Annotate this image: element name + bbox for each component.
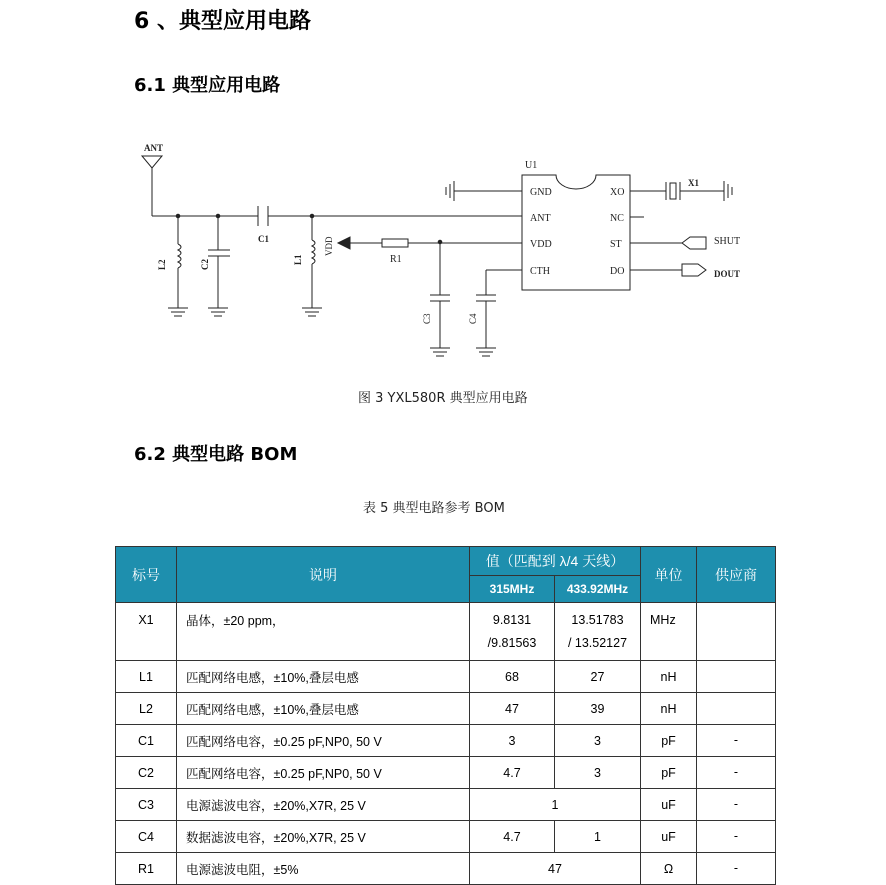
ref-cell: C4 [116, 821, 177, 853]
pin-cth-label: CTH [530, 266, 550, 277]
c4-capacitor [476, 270, 522, 356]
c1-capacitor [258, 206, 268, 226]
ant-label: ANT [144, 143, 164, 153]
value-both-cell: 47 [470, 853, 641, 885]
section-6-1-title: 6.1 典型应用电路 [134, 75, 281, 96]
desc-cell: 电源滤波电阻，±5% [177, 853, 470, 885]
circuit-schematic [120, 128, 760, 373]
c2-label: C2 [200, 259, 210, 270]
desc-cell: 匹配网络电容，±0.25 pF,NP0, 50 V [177, 725, 470, 757]
supplier-cell [697, 661, 776, 693]
desc-cell: 晶体，±20 ppm， [177, 603, 470, 661]
ref-cell: C3 [116, 789, 177, 821]
table-row [116, 725, 776, 757]
x1-label: X1 [688, 178, 699, 188]
table-row [116, 789, 776, 821]
col-unit-header: 单位 [641, 547, 697, 603]
pin-gnd-label: GND [530, 187, 552, 198]
l1-inductor [302, 216, 322, 316]
value-433-cell: 27 [555, 661, 641, 693]
supplier-cell: - [697, 789, 776, 821]
value-433-cell: 13.51783 / 13.52127 [555, 603, 641, 661]
value-433-cell: 39 [555, 693, 641, 725]
table-row [116, 661, 776, 693]
unit-cell: uF [641, 789, 697, 821]
supplier-cell: - [697, 853, 776, 885]
table-row [116, 693, 776, 725]
unit-cell: uF [641, 821, 697, 853]
c1-label: C1 [258, 234, 269, 244]
table-caption: 表 5 典型电路参考 BOM [363, 501, 505, 516]
l1-label: L1 [293, 254, 303, 265]
supplier-cell [697, 603, 776, 661]
l2-label: L2 [157, 259, 167, 270]
section-6-2-title: 6.2 典型电路 BOM [134, 444, 298, 465]
l2-inductor [168, 216, 188, 316]
r1-label: R1 [390, 254, 402, 265]
value-315-cell: 4.7 [470, 757, 555, 789]
table-row [116, 757, 776, 789]
unit-cell: nH [641, 693, 697, 725]
value-315-cell: 9.8131 /9.81563 [470, 603, 555, 661]
value-315-cell: 68 [470, 661, 555, 693]
desc-cell: 数据滤波电容，±20%,X7R, 25 V [177, 821, 470, 853]
value-433-cell: 1 [555, 821, 641, 853]
r1-resistor [382, 239, 522, 247]
bom-table [115, 546, 776, 885]
c3-capacitor [430, 243, 450, 356]
col-supplier-header: 供应商 [697, 547, 776, 603]
supplier-cell [697, 693, 776, 725]
value-433-cell: 3 [555, 757, 641, 789]
shut-port [630, 237, 706, 249]
pin-st-label: ST [610, 239, 622, 250]
ref-cell: R1 [116, 853, 177, 885]
unit-cell: Ω [641, 853, 697, 885]
desc-cell: 匹配网络电感，±10%,叠层电感 [177, 693, 470, 725]
unit-cell: pF [641, 757, 697, 789]
ref-cell: L1 [116, 661, 177, 693]
ref-cell: L2 [116, 693, 177, 725]
c4-label: C4 [468, 313, 478, 324]
dout-port [630, 264, 706, 276]
col-315mhz-header: 315MHz [470, 576, 555, 603]
figure-caption: 图 3 YXL580R 典型应用电路 [358, 391, 528, 406]
vdd-label: VDD [324, 236, 334, 256]
c2-capacitor [208, 216, 230, 316]
value-433-cell: 3 [555, 725, 641, 757]
u1-label: U1 [525, 160, 538, 171]
unit-cell: pF [641, 725, 697, 757]
x1-crystal [630, 181, 732, 201]
table-row [116, 821, 776, 853]
vdd-supply-arrow [338, 237, 382, 249]
col-433mhz-header: 433.92MHz [555, 576, 641, 603]
pin-xo-label: XO [610, 187, 625, 198]
pin-do-label: DO [610, 266, 625, 277]
dout-label: DOUT [714, 269, 741, 279]
desc-cell: 匹配网络电感，±10%,叠层电感 [177, 661, 470, 693]
pin-vdd-label: VDD [530, 239, 552, 250]
pin-nc-label: NC [610, 213, 624, 224]
c3-label: C3 [422, 313, 432, 324]
desc-cell: 电源滤波电容，±20%,X7R, 25 V [177, 789, 470, 821]
value-both-cell: 1 [470, 789, 641, 821]
value-315-cell: 4.7 [470, 821, 555, 853]
supplier-cell: - [697, 821, 776, 853]
unit-cell: MHz [641, 603, 697, 661]
main-heading: 6 、典型应用电路 [134, 9, 311, 34]
desc-cell: 匹配网络电容，±0.25 pF,NP0, 50 V [177, 757, 470, 789]
col-value-header: 值（匹配到 λ/4 天线） [470, 547, 641, 576]
unit-cell: nH [641, 661, 697, 693]
ref-cell: X1 [116, 603, 177, 661]
col-desc-header: 说明 [177, 547, 470, 603]
value-315-cell: 47 [470, 693, 555, 725]
pin-ant-label: ANT [530, 213, 551, 224]
value-315-cell: 3 [470, 725, 555, 757]
table-row [116, 603, 776, 661]
ref-cell: C2 [116, 757, 177, 789]
shut-label: SHUT [714, 236, 741, 247]
gnd-pin-connection [446, 181, 522, 201]
supplier-cell: - [697, 725, 776, 757]
antenna-symbol [142, 156, 162, 216]
supplier-cell: - [697, 757, 776, 789]
ref-cell: C1 [116, 725, 177, 757]
col-ref-header: 标号 [116, 547, 177, 603]
